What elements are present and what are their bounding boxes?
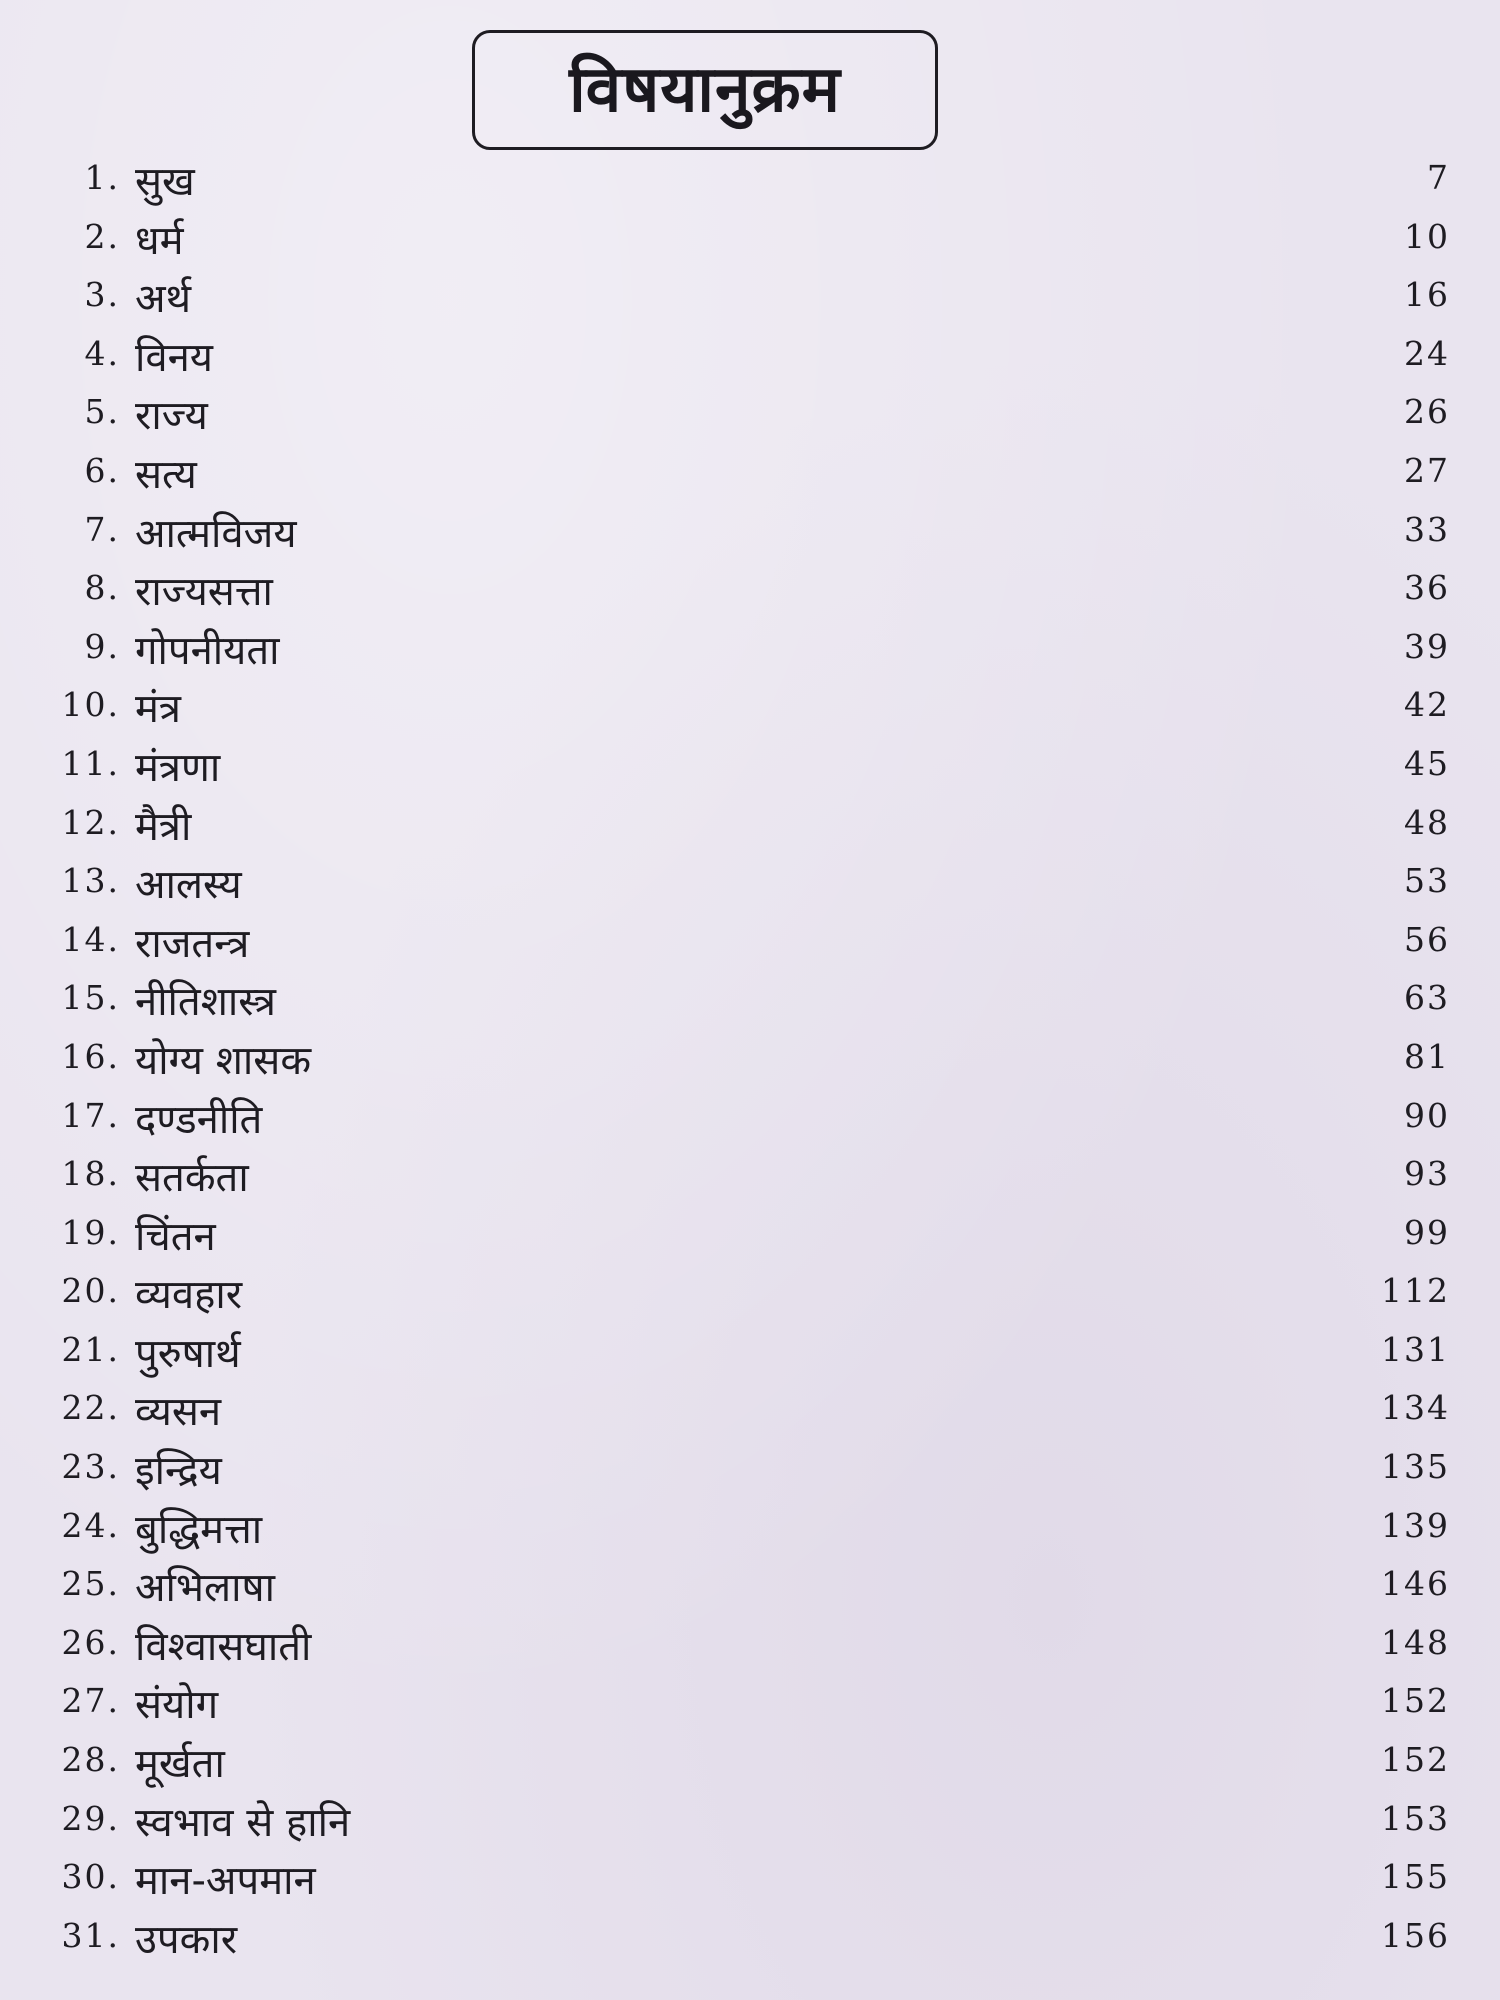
toc-entry-number: 5. bbox=[84, 392, 120, 432]
toc-entry-title: मंत्रणा bbox=[135, 744, 221, 791]
title-frame bbox=[472, 30, 938, 150]
toc-entry-page-number: 134 bbox=[1381, 1388, 1450, 1428]
toc-entry-title: अर्थ bbox=[135, 276, 192, 323]
toc-entry-number: 10. bbox=[61, 685, 120, 725]
toc-entry bbox=[0, 677, 1500, 736]
toc-entry-page-number: 10 bbox=[1404, 216, 1450, 256]
toc-entry-title: मान-अपमान bbox=[135, 1858, 316, 1905]
page-title: विषयानुक्रम bbox=[569, 53, 841, 127]
toc-entry-page-number: 42 bbox=[1404, 685, 1450, 725]
toc-entry-number: 7. bbox=[84, 509, 120, 549]
toc-entry-title: योग्य शासक bbox=[135, 1037, 312, 1084]
toc-entry-title: विश्वासघाती bbox=[135, 1623, 312, 1670]
toc-entry-page-number: 36 bbox=[1404, 568, 1450, 608]
toc-entry-title: राज्य bbox=[135, 393, 208, 440]
toc-entry-page-number: 135 bbox=[1381, 1447, 1450, 1487]
toc-entry-number: 24. bbox=[61, 1505, 120, 1545]
toc-entry bbox=[0, 1322, 1500, 1381]
toc-entry-page-number: 152 bbox=[1381, 1740, 1450, 1780]
toc-entry bbox=[0, 853, 1500, 912]
toc-entry-number: 29. bbox=[61, 1798, 120, 1838]
toc-entry bbox=[0, 912, 1500, 971]
toc-entry bbox=[0, 619, 1500, 678]
toc-entry-title: पुरुषार्थ bbox=[135, 1330, 241, 1377]
toc-entry-number: 15. bbox=[61, 978, 120, 1018]
toc-entry-page-number: 90 bbox=[1404, 1095, 1450, 1135]
toc-entry-page-number: 56 bbox=[1404, 919, 1450, 959]
toc-entry-page-number: 53 bbox=[1404, 861, 1450, 901]
toc-entry-number: 14. bbox=[61, 919, 120, 959]
toc-entry-page-number: 26 bbox=[1404, 392, 1450, 432]
toc-entry-number: 21. bbox=[61, 1329, 120, 1369]
toc-entry-title: व्यवहार bbox=[135, 1272, 243, 1319]
toc-entry bbox=[0, 326, 1500, 385]
toc-entry-page-number: 153 bbox=[1381, 1798, 1450, 1838]
toc-entry-title: बुद्धिमत्ता bbox=[135, 1506, 263, 1553]
toc-entry bbox=[0, 502, 1500, 561]
toc-entry-page-number: 93 bbox=[1404, 1154, 1450, 1194]
toc-entry-page-number: 146 bbox=[1381, 1564, 1450, 1604]
toc-entry-title: दण्डनीति bbox=[135, 1096, 263, 1143]
toc-entry bbox=[0, 736, 1500, 795]
toc-entry bbox=[0, 1849, 1500, 1908]
toc-entry-number: 18. bbox=[61, 1154, 120, 1194]
toc-entry-number: 1. bbox=[84, 158, 120, 197]
toc-entry bbox=[0, 1263, 1500, 1322]
toc-entry-number: 28. bbox=[61, 1740, 120, 1780]
toc-entry bbox=[0, 1556, 1500, 1615]
toc-entry-page-number: 81 bbox=[1404, 1036, 1450, 1076]
toc-entry-page-number: 63 bbox=[1404, 978, 1450, 1018]
toc-entry-page-number: 7 bbox=[1427, 158, 1450, 197]
toc-entry bbox=[0, 267, 1500, 326]
toc-entry bbox=[0, 1029, 1500, 1088]
toc-entry-page-number: 112 bbox=[1381, 1271, 1450, 1311]
toc-entry-title: मंत्र bbox=[135, 686, 181, 733]
toc-entry-title: आत्मविजय bbox=[135, 510, 297, 557]
toc-entry-number: 11. bbox=[61, 743, 120, 783]
toc-entry bbox=[0, 560, 1500, 619]
toc-entry-number: 4. bbox=[84, 333, 120, 373]
toc-entry-title: सुख bbox=[135, 159, 195, 205]
table-of-contents bbox=[0, 150, 1500, 1966]
toc-entry-page-number: 139 bbox=[1381, 1505, 1450, 1545]
toc-entry-number: 19. bbox=[61, 1212, 120, 1252]
toc-entry bbox=[0, 443, 1500, 502]
toc-entry bbox=[0, 209, 1500, 268]
toc-entry-page-number: 48 bbox=[1404, 802, 1450, 842]
toc-entry-title: धर्म bbox=[135, 217, 184, 264]
toc-entry-number: 20. bbox=[61, 1271, 120, 1311]
toc-entry-page-number: 131 bbox=[1381, 1329, 1450, 1369]
toc-entry-title: अभिलाषा bbox=[135, 1565, 275, 1612]
toc-entry-number: 30. bbox=[61, 1857, 120, 1897]
toc-entry-title: सत्य bbox=[135, 451, 197, 498]
toc-entry-title: चिंतन bbox=[135, 1213, 216, 1260]
toc-entry bbox=[0, 1088, 1500, 1147]
toc-entry-number: 17. bbox=[61, 1095, 120, 1135]
toc-entry-number: 31. bbox=[61, 1915, 120, 1955]
toc-entry bbox=[0, 1791, 1500, 1850]
toc-entry-title: स्वभाव से हानि bbox=[135, 1799, 351, 1846]
toc-entry bbox=[0, 1615, 1500, 1674]
toc-entry bbox=[0, 795, 1500, 854]
toc-entry-title: विनय bbox=[135, 334, 213, 381]
toc-entry-number: 23. bbox=[61, 1447, 120, 1487]
toc-entry bbox=[0, 384, 1500, 443]
toc-entry-number: 22. bbox=[61, 1388, 120, 1428]
toc-entry-number: 2. bbox=[84, 216, 120, 256]
toc-entry-title: राजतन्त्र bbox=[135, 920, 250, 967]
toc-entry-number: 8. bbox=[84, 568, 120, 608]
toc-entry-title: सतर्कता bbox=[135, 1155, 249, 1202]
toc-entry-title: गोपनीयता bbox=[135, 627, 280, 674]
toc-entry-page-number: 45 bbox=[1404, 743, 1450, 783]
toc-entry-number: 27. bbox=[61, 1681, 120, 1721]
toc-entry-page-number: 148 bbox=[1381, 1622, 1450, 1662]
toc-entry bbox=[0, 1732, 1500, 1791]
toc-entry bbox=[0, 1205, 1500, 1264]
toc-entry-page-number: 33 bbox=[1404, 509, 1450, 549]
toc-entry-page-number: 24 bbox=[1404, 333, 1450, 373]
toc-entry-page-number: 27 bbox=[1404, 450, 1450, 490]
toc-entry-page-number: 16 bbox=[1404, 275, 1450, 315]
toc-entry-page-number: 152 bbox=[1381, 1681, 1450, 1721]
toc-entry-title: आलस्य bbox=[135, 862, 242, 909]
toc-entry-number: 3. bbox=[84, 275, 120, 315]
toc-entry-page-number: 99 bbox=[1404, 1212, 1450, 1252]
toc-entry bbox=[0, 1146, 1500, 1205]
toc-entry-number: 16. bbox=[61, 1036, 120, 1076]
toc-entry-title: संयोग bbox=[135, 1682, 219, 1729]
toc-entry-page-number: 39 bbox=[1404, 626, 1450, 666]
toc-entry-page-number: 155 bbox=[1381, 1857, 1450, 1897]
toc-entry bbox=[0, 1908, 1500, 1967]
toc-entry-title: मैत्री bbox=[135, 803, 192, 850]
toc-entry-number: 9. bbox=[84, 626, 120, 666]
toc-entry-title: नीतिशास्त्र bbox=[135, 979, 276, 1026]
toc-entry-title: व्यसन bbox=[135, 1389, 222, 1436]
toc-entry bbox=[0, 1439, 1500, 1498]
toc-entry bbox=[0, 1380, 1500, 1439]
toc-entry bbox=[0, 1498, 1500, 1557]
toc-entry bbox=[0, 150, 1500, 209]
toc-entry-number: 12. bbox=[61, 802, 120, 842]
toc-entry bbox=[0, 970, 1500, 1029]
toc-entry-title: उपकार bbox=[135, 1916, 238, 1963]
toc-entry bbox=[0, 1673, 1500, 1732]
toc-entry-number: 26. bbox=[61, 1622, 120, 1662]
toc-entry-number: 6. bbox=[84, 450, 120, 490]
toc-entry-number: 25. bbox=[61, 1564, 120, 1604]
toc-entry-number: 13. bbox=[61, 861, 120, 901]
toc-entry-title: इन्द्रिय bbox=[135, 1448, 222, 1495]
toc-entry-page-number: 156 bbox=[1381, 1915, 1450, 1955]
toc-entry-title: राज्यसत्ता bbox=[135, 569, 273, 616]
toc-entry-title: मूर्खता bbox=[135, 1741, 225, 1788]
